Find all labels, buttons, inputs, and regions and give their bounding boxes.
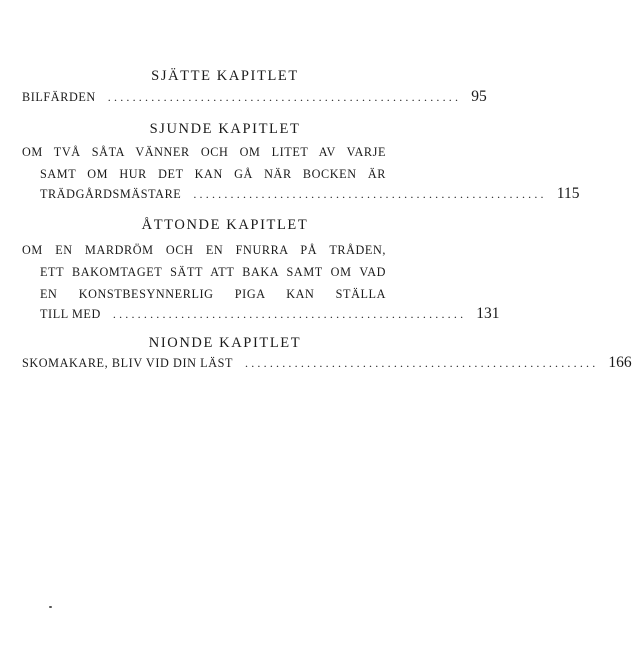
page-number: 166 [608,354,632,371]
toc-entry-7[interactable] [40,185,580,202]
dot-leader: ......................................................... [107,90,462,104]
entry-title: BILFÄRDEN [22,90,96,104]
toc-entry-8[interactable] [40,305,500,322]
dot-leader: ......................................................... [245,356,599,370]
toc-line: OM EN MARDRÖM OCH EN FNURRA PÅ TRÅDEN, [22,243,386,257]
entry-title: TRÄDGÅRDSMÄSTARE [40,187,182,201]
chapter-heading-6: SJÄTTE KAPITLET [151,68,299,84]
dot-leader: ......................................................... [112,307,467,321]
chapter-heading-8: ÅTTONDE KAPITLET [141,217,309,233]
entry-title: SKOMAKARE, BLIV VID DIN LÄST [22,356,234,370]
toc-line: OM TVÅ SÅTA VÄNNER OCH OM LITET AV VARJE [22,145,386,159]
chapter-heading-7: SJUNDE KAPITLET [149,121,301,137]
toc-entry-6[interactable] [22,88,487,105]
page-number: 115 [556,185,580,202]
chapter-heading-9: NIONDE KAPITLET [148,335,302,351]
toc-line: SAMT OM HUR DET KAN GÅ NÄR BOCKEN ÄR [40,167,386,181]
entry-title: TILL MED [40,307,101,321]
paper-speck [49,606,52,608]
page-number: 95 [471,88,487,105]
toc-entry-9[interactable] [22,354,632,371]
toc-line: EN KONSTBESYNNERLIG PIGA KAN STÄLLA [40,287,386,301]
page-number: 131 [476,305,500,322]
dot-leader: ......................................................... [193,187,547,201]
toc-line: ETT BAKOMTAGET SÄTT ATT BAKA SAMT OM VAD [40,265,386,279]
